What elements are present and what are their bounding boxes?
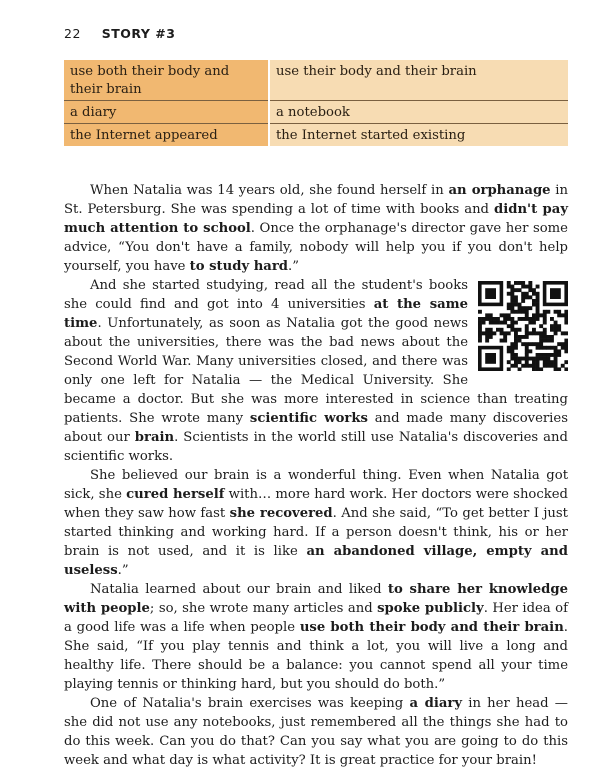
- table-row: [64, 60, 568, 101]
- text-run: . Scientists in the world still use Natalia's discoveries and scientific works.: [64, 430, 568, 464]
- original-phrase: a diary: [64, 101, 269, 124]
- text-run: . Unfortunately, as soon as Natalia got the good news about the universities, there was the bad news about the Second World War. Many universities closed, and there was only one left for Natalia — the Medical University. She became a doctor. But she was more interested in science than treating patients. She wrote many: [64, 316, 568, 426]
- vocab-term: cured herself: [126, 487, 225, 502]
- vocab-term: to study hard: [189, 259, 289, 274]
- text-run: . And she said, “To get better I just started thinking and working hard. If a person doesn't think, his or her brain is not used, and it is like: [64, 506, 568, 559]
- text-run: .”: [288, 259, 299, 274]
- story-paragraph: [64, 181, 568, 276]
- story-text: [64, 181, 568, 770]
- text-run: . She said, “If you play tennis and think a lot, you will live a long and healthy life. There should be a balance: you cannot spend all your time playing tennis or thinking hard, but you should do both.”: [64, 620, 568, 692]
- story-paragraph: [64, 466, 568, 580]
- vocab-term: to share her knowledge with people: [64, 582, 568, 616]
- text-run: with… more hard work. Her doctors were shocked when they saw how fast: [64, 487, 568, 521]
- text-run: in her head — she did not use any notebooks, just remembered all the things she had to do this week. Can you do that? Can you say what you are going to do this week and what day is what activity? It is great practice for your brain!: [64, 696, 568, 768]
- text-run: ; so, she wrote many articles and: [149, 601, 378, 616]
- text-run: and made many discoveries about our: [64, 411, 568, 445]
- vocab-term: didn't pay much attention to school: [64, 202, 568, 236]
- text-run: . Her idea of a good life was a life when people: [64, 601, 568, 635]
- story-paragraph: [64, 580, 568, 694]
- vocab-term: a diary: [409, 696, 463, 711]
- table-row: [64, 101, 568, 124]
- table-row: [64, 124, 568, 147]
- simplified-phrase: a notebook: [269, 101, 568, 124]
- vocab-term: an orphanage: [448, 183, 551, 198]
- page-header: [64, 26, 175, 41]
- text-run: And she started studying, read all the student's books she could find and got into 4 universities: [64, 278, 468, 312]
- text-run: She believed our brain is a wonderful thing. Even when Natalia got sick, she: [64, 468, 568, 502]
- text-run: . Once the orphanage's director gave her some advice, “You don't have a family, nobody will help you if you don't help yourself, you have: [64, 221, 568, 274]
- vocab-term: scientific works: [249, 411, 368, 426]
- vocab-term: brain: [134, 430, 175, 445]
- section-title: STORY #3: [101, 26, 176, 41]
- original-phrase: use both their body and their brain: [64, 60, 269, 101]
- vocab-term: an abandoned village, empty and useless: [64, 544, 568, 578]
- original-phrase: the Internet appeared: [64, 124, 269, 147]
- vocab-term: spoke publicly: [377, 601, 484, 616]
- story-paragraph: [64, 276, 568, 466]
- vocab-term: at the same time: [64, 297, 469, 331]
- text-run: One of Natalia's brain exercises was keeping: [90, 696, 410, 711]
- vocab-term: she recovered: [229, 506, 333, 521]
- page-number: 22: [64, 26, 81, 41]
- text-run: .”: [117, 563, 129, 578]
- simplified-phrase: the Internet started existing: [269, 124, 568, 147]
- text-run: Natalia learned about our brain and liked: [90, 582, 388, 597]
- text-run: When Natalia was 14 years old, she found herself in: [90, 183, 449, 198]
- qr-code[interactable]: [478, 281, 568, 371]
- simplified-phrase: use their body and their brain: [269, 60, 568, 101]
- story-paragraph: [64, 694, 568, 770]
- vocab-term: use both their body and their brain: [299, 620, 564, 635]
- vocabulary-table: [64, 60, 568, 146]
- text-run: in St. Petersburg. She was spending a lot of time with books and: [64, 183, 568, 217]
